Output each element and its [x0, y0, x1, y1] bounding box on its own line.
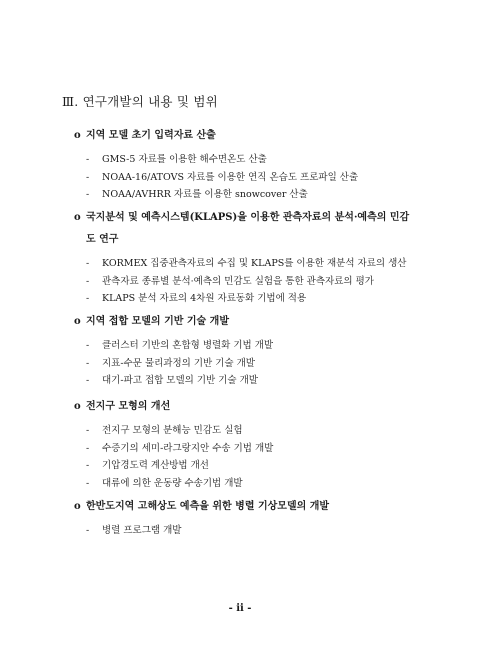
bullet-marker: o — [74, 212, 81, 223]
section-5 — [74, 500, 454, 540]
section-title — [74, 500, 454, 514]
list-item: - 대기-파고 접합 모델의 기반 기술 개발 — [86, 375, 258, 386]
section-title-text: 국지분석 및 예측시스템(KLAPS)을 이용한 관측자료의 분석·예측의 민감 — [86, 212, 410, 223]
section-title — [74, 211, 454, 225]
section-title — [74, 400, 454, 414]
item-list — [74, 151, 454, 204]
list-item: - GMS-5 자료를 이용한 해수면온도 산출 — [86, 154, 267, 165]
list-item: - 대류에 의한 운동량 수송기법 개발 — [86, 477, 243, 489]
section-title — [74, 315, 454, 329]
bullet-marker: o — [74, 401, 81, 412]
list-item: - 전지구 모형의 분해능 민감도 실험 — [86, 425, 243, 436]
list-item: - KORMEX 집중관측자료의 수집 및 KLAPS를 이용한 재분석 자료의 생산 — [86, 258, 407, 269]
list-item: - KLAPS 분석 자료의 4차원 자료동화 기법에 적용 — [86, 293, 307, 304]
list-item: - 수증기의 세미-라그랑지안 수송 기법 개발 — [86, 442, 274, 454]
section-3 — [74, 315, 454, 390]
list-item: - 지표-수문 물리과정의 기반 기술 개발 — [86, 357, 255, 369]
bullet-marker: o — [74, 316, 81, 327]
section-1 — [74, 129, 454, 204]
section-title-text: 지역 모델 초기 입력자료 산출 — [86, 130, 216, 141]
list-item: - NOAA-16/ATOVS 자료를 이용한 연직 온습도 프로파일 산출 — [86, 171, 359, 183]
page-number: - ii - — [228, 603, 252, 614]
section-title-text: 전지구 모형의 개선 — [86, 401, 171, 412]
section-2 — [74, 211, 454, 308]
section-title-text: 한반도지역 고해상도 예측을 위한 병렬 기상모델의 개발 — [86, 501, 330, 512]
list-item: - NOAA/AVHRR 자료를 이용한 snowcover 산출 — [86, 189, 308, 200]
list-item: - 병렬 프로그램 개발 — [86, 525, 182, 536]
section-4 — [74, 400, 454, 492]
item-list — [74, 337, 454, 390]
item-list — [74, 255, 454, 308]
bullet-marker: o — [74, 130, 81, 141]
list-item: - 기압경도력 계산방법 개선 — [86, 460, 209, 471]
section-title — [74, 129, 454, 143]
section-title-continuation: 도 연구 — [86, 234, 119, 245]
bullet-marker: o — [74, 501, 81, 512]
list-item: - 클러스터 기반의 혼합형 병렬화 기법 개발 — [86, 340, 274, 351]
item-list — [74, 522, 454, 540]
item-list — [74, 422, 454, 492]
list-item: - 관측자료 종류별 분석·예측의 민감도 실험을 통한 관측자료의 평가 — [86, 275, 374, 287]
page-heading: Ⅲ. 연구개발의 내용 및 범위 — [62, 94, 218, 109]
section-title-text: 지역 접합 모델의 기반 기술 개발 — [86, 316, 229, 327]
